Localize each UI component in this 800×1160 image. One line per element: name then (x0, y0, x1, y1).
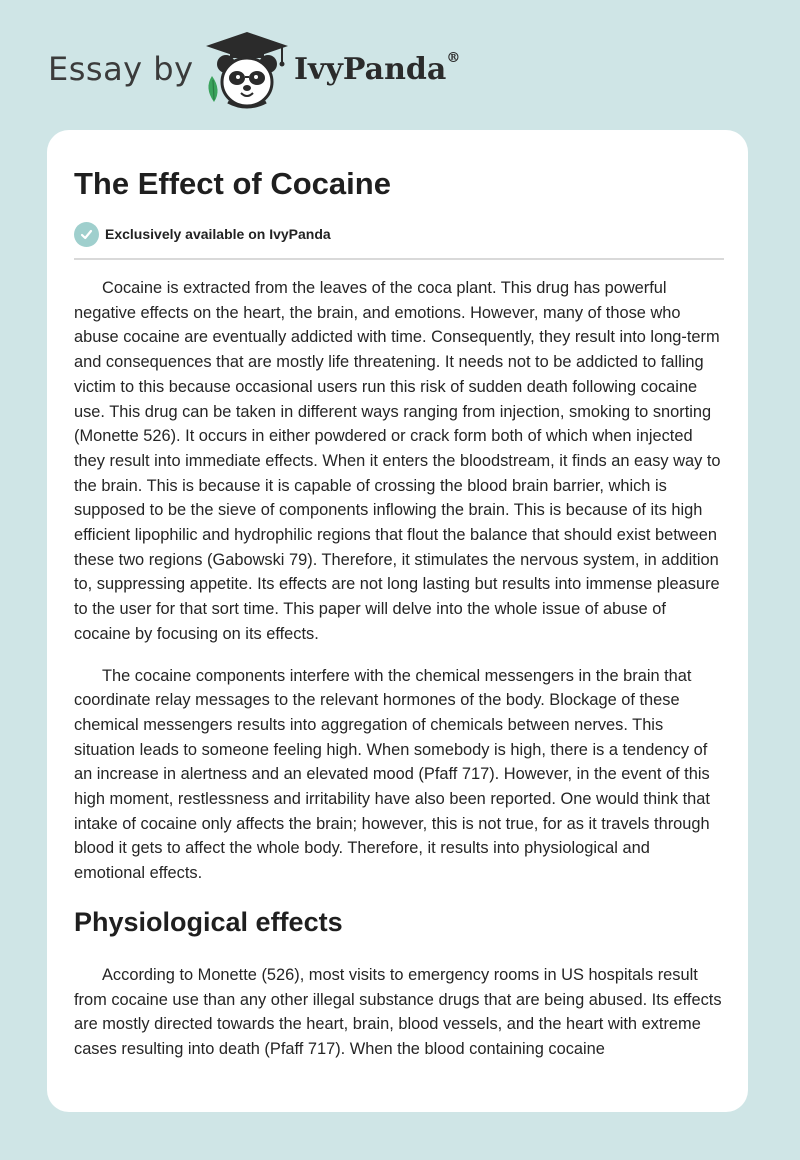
exclusive-notice (74, 220, 724, 248)
check-icon (74, 222, 99, 247)
section-heading: Physiological effects (74, 906, 343, 937)
paragraph-1: Cocaine is extracted from the leaves of the coca plant. This drug has powerful negative effects on the heart, the brain, and emotions. However, many of those who abuse cocaine are eventually addicted with time. Consequently, they result into long-term and consequences that are mostly life threatening. It needs not to be addicted to falling victim to this because occasional users run this risk of sudden death following cocaine use. This drug can be taken in different ways ranging from injection, smoking to snorting (Monette 526). It occurs in either powdered or crack form both of which when injected they result into immediate effects. When it enters the bloodstream, it finds an easy way to the brain. This is because it is capable of crossing the blood brain barrier, which is supposed to be the sieve of components inflowing the brain. This is because of its high efficient lipophilic and hydrophilic regions that flout the balance that should exist between these two regions (Gabowski 79). Therefore, it stimulates the nervous system, in addition to, suppressing appetite. Its effects are not long lasting but results into immense pleasure to the user for that sort time. This paper will delve into the whole issue of abuse of cocaine by focusing on its effects. (74, 279, 721, 643)
brand-name[interactable]: IvyPanda® (294, 50, 461, 87)
essay-card (47, 130, 748, 1112)
essay-content (74, 130, 724, 1062)
essay-title: The Effect of Cocaine (74, 166, 391, 201)
panda-logo-icon[interactable] (202, 30, 292, 110)
site-header (48, 30, 548, 110)
paragraph-2: The cocaine components interfere with the chemical messengers in the brain that coordinate relay messages to the relevant hormones of the body. Blockage of these chemical messengers results into aggregation of chemicals between nerves. This situation leads to someone feeling high. When somebody is high, there is a tendency of an increase in alertness and an elevated mood (Pfaff 717). However, in the event of this high moment, restlessness and irritability have also been reported. One would think that intake of cocaine only affects the brain; however, this is not true, for as it travels through blood it gets to affect the whole body. Therefore, it results into physiological and emotional effects. (74, 666, 710, 883)
essay-by-label: Essay by (48, 50, 194, 88)
exclusive-label: Exclusively available on IvyPanda (105, 226, 331, 242)
paragraph-3: According to Monette (526), most visits to emergency rooms in US hospitals result from cocaine use than any other illegal substance drugs that are being abused. Its effects are mostly directed towards the heart, brain, blood vessels, and the heart with extreme cases resulting into death (Pfaff 717). When the blood containing cocaine (74, 965, 722, 1058)
divider (74, 258, 724, 260)
